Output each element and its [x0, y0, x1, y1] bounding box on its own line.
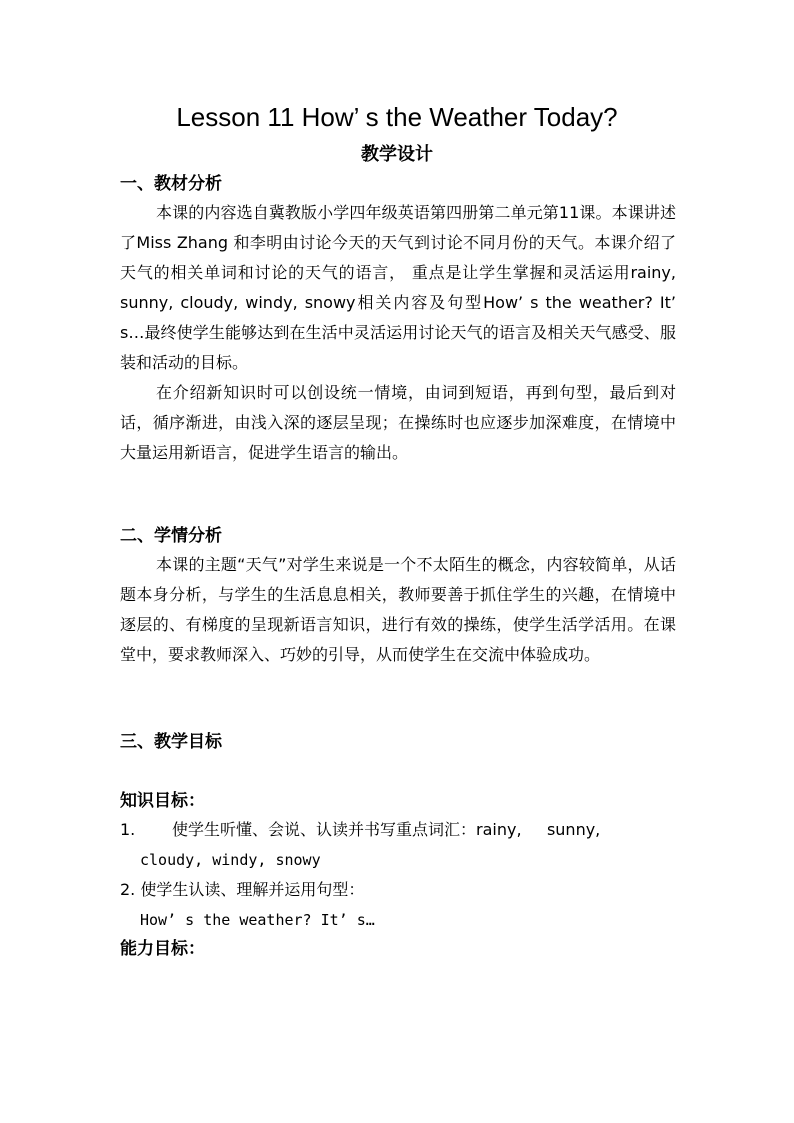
paragraph-textbook-analysis-2: 在介绍新知识时可以创设统一情境，由词到短语，再到句型，最后到对话，循序渐进，由浅入深的逐层呈现；在操练时也应逐步加深难度，在情境中大量运用新语言，促进学生语言的输出。 — [120, 383, 676, 462]
page-subtitle: 教学设计 — [361, 144, 433, 165]
objective-item-2: 2. 使学生认读、理解并运用句型： — [120, 880, 365, 899]
section-heading-learner-analysis: 二、学情分析 — [120, 526, 222, 546]
section-heading-textbook-analysis: 一、教材分析 — [120, 174, 222, 194]
objective-item-1-number: 1. — [120, 820, 136, 839]
section-learner-analysis — [120, 522, 676, 670]
section-teaching-objectives — [120, 728, 676, 756]
page-title: Lesson 11 How’ s the Weather Today? — [176, 102, 618, 132]
objective-item-1-text: 使学生听懂、会说、认读并书写重点词汇：rainy, sunny, — [172, 820, 601, 839]
knowledge-objectives — [120, 787, 676, 963]
objective-item-1 — [120, 815, 676, 845]
paragraph-textbook-analysis-1: 本课的内容选自冀教版小学四年级英语第四册第二单元第11课。本课讲述了Miss Zhang 和李明由讨论今天的天气到讨论不同月份的天气。本课介绍了天气的相关单词和讨论的天气的语言， 重点是让学生掌握和灵活运用rainy, sunny, cloudy, windy, snowy相关内容及句型How’ s the weather? It’ s…最终使学生能够达到在生活中灵活运用讨论天气的语言及相关天气感受、服装和活动的目标。 — [120, 203, 676, 372]
objective-item-2-continuation: How’ s the weather? It’ s… — [140, 911, 375, 929]
ability-objectives-heading: 能力目标： — [120, 939, 205, 959]
section-heading-teaching-objectives: 三、教学目标 — [120, 732, 222, 752]
section-textbook-analysis — [120, 170, 676, 468]
paragraph-learner-analysis: 本课的主题“天气”对学生来说是一个不太陌生的概念，内容较简单，从话题本身分析，与学生的生活息息相关，教师要善于抓住学生的兴趣，在情境中逐层的、有梯度的呈现新语言知识，进行有效的操练，使学生活学活用。在课堂中，要求教师深入、巧妙的引导，从而使学生在交流中体验成功。 — [120, 555, 676, 664]
objective-item-1-continuation: cloudy, windy, snowy — [140, 851, 321, 869]
knowledge-objectives-heading: 知识目标： — [120, 791, 205, 811]
